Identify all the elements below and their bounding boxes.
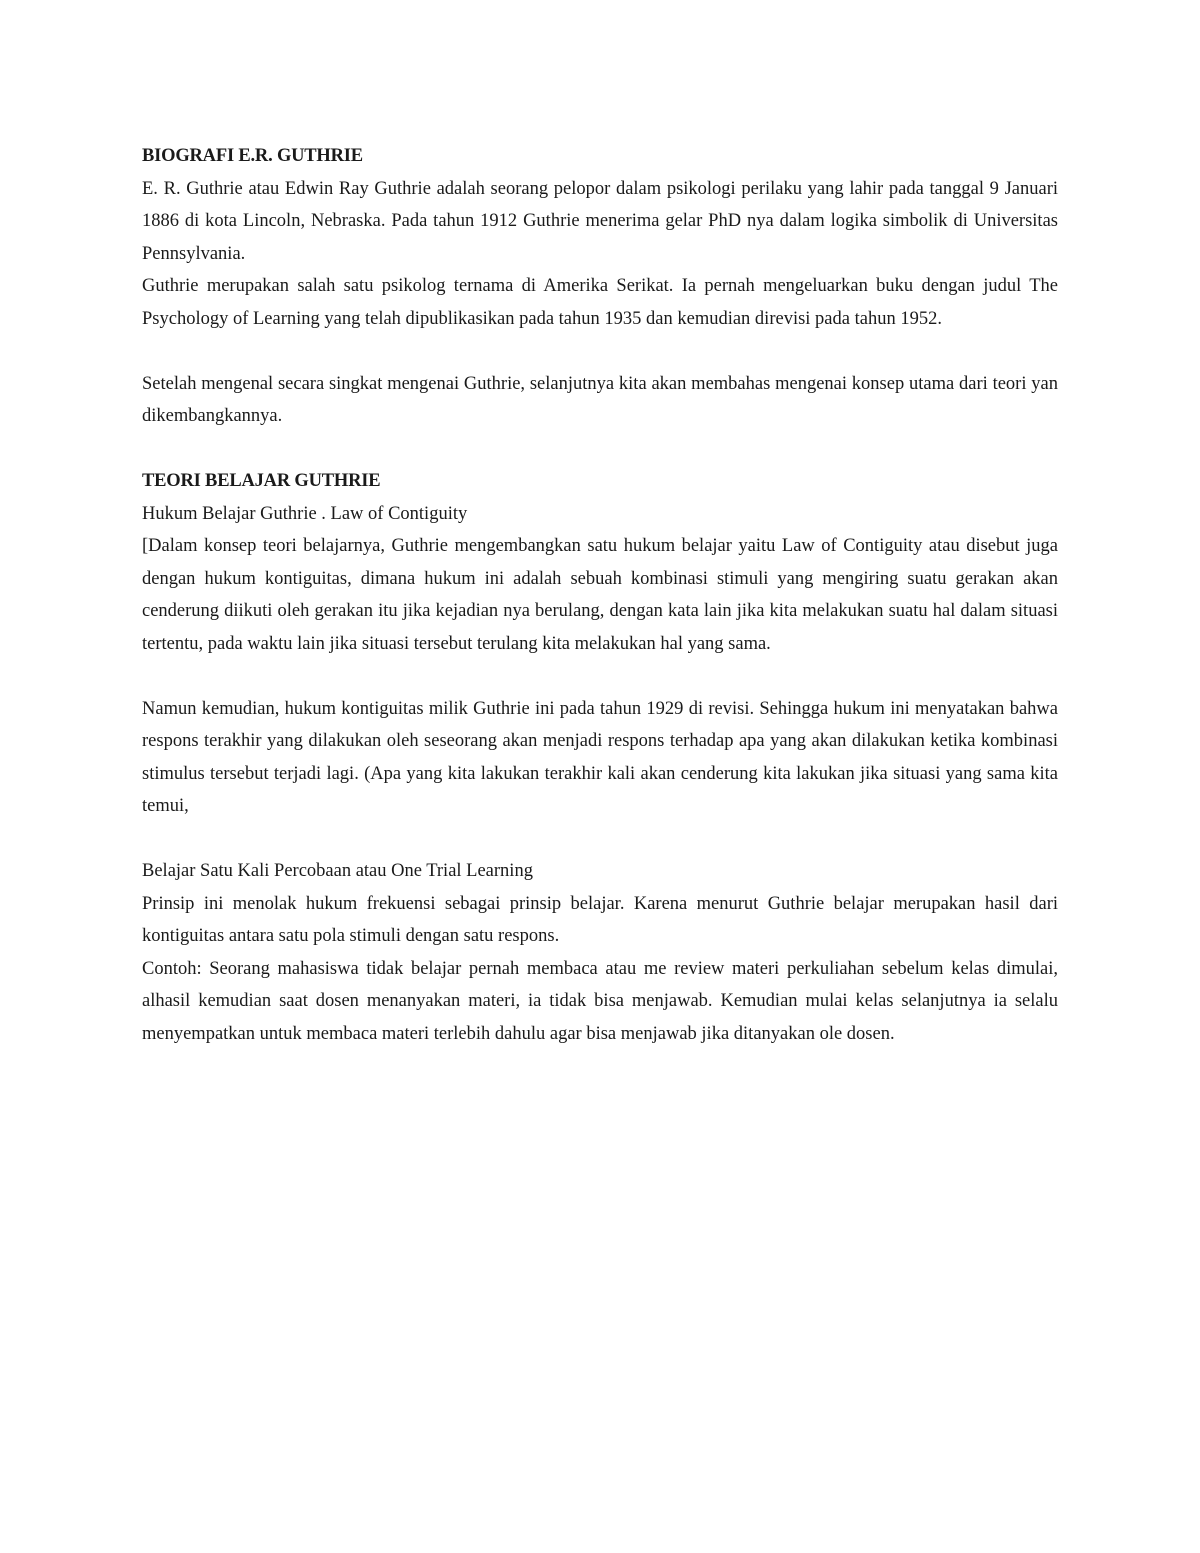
paragraph-contiguity-revision: Namun kemudian, hukum kontiguitas milik Guthrie ini pada tahun 1929 di revisi. Sehingga hukum ini menyatakan bahwa respons terakhir yang dilakukan oleh seseorang akan menjadi respons terhadap apa yang akan dilakukan ketika kombinasi stimulus tersebut terjadi lagi. (Apa yang kita lakukan terakhir kali akan cenderung kita lakukan jika situasi yang sama kita temui,	[142, 698, 1058, 816]
paragraph-transition: Setelah mengenal secara singkat mengenai Guthrie, selanjutnya kita akan membahas mengenai konsep utama dari teori yan dikembangkannya.	[142, 373, 1058, 426]
paragraph-one-trial-principle: Prinsip ini menolak hukum frekuensi sebagai prinsip belajar. Karena menurut Guthrie belajar merupakan hasil dari kontiguitas antara satu pola stimuli dengan satu respons.	[142, 893, 1058, 946]
blank-line	[142, 660, 1058, 693]
blank-line	[142, 823, 1058, 856]
blank-line	[142, 335, 1058, 368]
paragraph-contiguity: [Dalam konsep teori belajarnya, Guthrie mengembangkan satu hukum belajar yaitu Law of Contiguity atau disebut juga dengan hukum kontiguitas, dimana hukum ini adalah sebuah kombinasi stimuli yang mengiring suatu gerakan akan cenderung diikuti oleh gerakan itu jika kejadian nya berulang, dengan kata lain jika kita melakukan suatu hal dalam situasi tertentu, pada waktu lain jika situasi tersebut terulang kita melakukan hal yang sama.	[142, 536, 1058, 654]
blank-line	[142, 433, 1058, 466]
section-heading-teori: TEORI BELAJAR GUTHRIE	[142, 471, 381, 491]
paragraph-biografi-book: Guthrie merupakan salah satu psikolog ternama di Amerika Serikat. Ia pernah mengeluarkan buku dengan judul The Psychology of Learning yang telah dipublikasikan pada tahun 1935 dan kemudian direvisi pada tahun 1952.	[142, 276, 1058, 329]
paragraph-example: Contoh: Seorang mahasiswa tidak belajar pernah membaca atau me review materi perkuliahan sebelum kelas dimulai, alhasil kemudian saat dosen menanyakan materi, ia tidak bisa menjawab. Kemudian mulai kelas selanjutnya ia selalu menyempatkan untuk membaca materi terlebih dahulu agar bisa menjawab jika ditanyakan ole dosen.	[142, 958, 1058, 1044]
subheading-law-of-contiguity: Hukum Belajar Guthrie . Law of Contiguity	[142, 503, 468, 524]
document-body	[142, 140, 1058, 1050]
subheading-one-trial-learning: Belajar Satu Kali Percobaan atau One Trial Learning	[142, 861, 533, 881]
paragraph-biografi-intro: E. R. Guthrie atau Edwin Ray Guthrie adalah seorang pelopor dalam psikologi perilaku yang lahir pada tanggal 9 Januari 1886 di kota Lincoln, Nebraska. Pada tahun 1912 Guthrie menerima gelar PhD nya dalam logika simbolik di Universitas Pennsylvania.	[142, 178, 1058, 264]
section-heading-biografi: BIOGRAFI E.R. GUTHRIE	[142, 146, 363, 166]
